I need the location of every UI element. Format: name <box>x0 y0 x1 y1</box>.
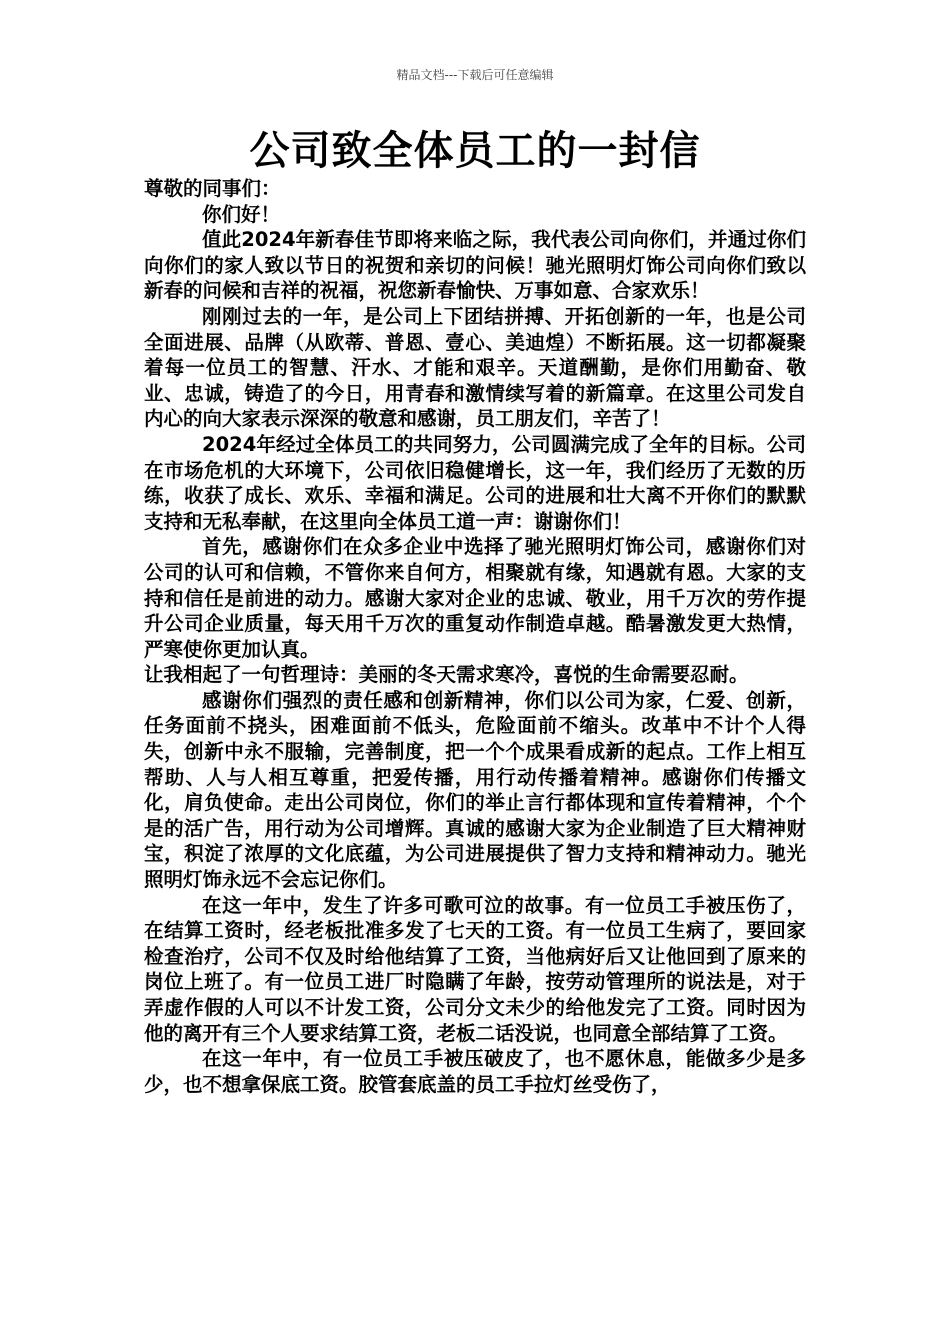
paragraph: 刚刚过去的一年，是公司上下团结拼搏、开拓创新的一年，也是公司全面进展、品牌（从欧蒂、普恩、壹心、美迪煌）不断拓展。这一切都凝聚着每一位员工的智慧、汗水、才能和艰辛。天道酬勤，是你们用勤奋、敬业、忠诚，铸造了的今日，用青春和激情续写着的新篇章。在这里公司发自内心的向大家表示深深的敬意和感谢，员工朋友们，辛苦了！ <box>144 304 806 431</box>
paragraph: 在这一年中，发生了许多可歌可泣的故事。有一位员工手被压伤了，在结算工资时，经老板批准多发了七天的工资。有一位员工生病了，要回家检查治疗，公司不仅及时给他结算了工资，当他病好后又让他回到了原来的岗位上班了。有一位员工进厂时隐瞒了年龄，按劳动管理所的说法是，对于弄虚作假的人可以不计发工资，公司分文未少的给他发完了工资。同时因为他的离开有三个人要求结算工资，老板二话没说，也同意全部结算了工资。 <box>144 893 806 1045</box>
salutation: 尊敬的同事们： <box>144 177 281 200</box>
paragraph: 感谢你们强烈的责任感和创新精神，你们以公司为家，仁爱、创新，任务面前不挠头，困难面前不低头，危险面前不缩头。改革中不计个人得失，创新中永不服输，完善制度，把一个个成果看成新的起点。工作上相互帮助、人与人相互尊重，把爱传播，用行动传播着精神。感谢你们传播文化，肩负使命。走出公司岗位，你们的举止言行都体现和宣传着精神，个个是的活广告，用行动为公司增辉。真诚的感谢大家为企业制造了巨大精神财宝，积淀了浓厚的文化底蕴，为公司进展提供了智力支持和精神动力。驰光照明灯饰永远不会忘记你们。 <box>144 688 806 892</box>
poem-line: 让我相起了一句哲理诗：美丽的冬天需求寒冷，喜悦的生命需要忍耐。 <box>144 663 749 687</box>
letter-body <box>144 176 806 1097</box>
paragraph: 在这一年中，有一位员工手被压破皮了，也不愿休息，能做多少是多少，也不想拿保底工资。胶管套底盖的员工手拉灯丝受伤了， <box>144 1047 806 1096</box>
letter-title: 公司致全体员工的一封信 <box>249 128 701 174</box>
paragraph: 首先，感谢你们在众多企业中选择了驰光照明灯饰公司，感谢你们对公司的认可和信赖，不管你来自何方，相聚就有缘，知遇就有恩。大家的支持和信任是前进的动力。感谢大家对企业的忠诚、敬业，用千万次的劳作提升公司企业质量，每天用千万次的重复动作制造卓越。酷暑激发更大热情，严寒使你更加认真。 <box>144 535 806 661</box>
greeting: 你们好！ <box>202 202 281 226</box>
paragraph: 值此2024年新春佳节即将来临之际，我代表公司向你们，并通过你们向你们的家人致以节日的祝贺和亲切的问候！驰光照明灯饰公司向你们致以新春的问候和吉祥的祝福，祝您新春愉快、万事如意、合家欢乐！ <box>144 228 806 303</box>
header-note: 精品文档---下载后可任意编辑 <box>396 68 554 82</box>
paragraph: 2024年经过全体员工的共同努力，公司圆满完成了全年的目标。公司在市场危机的大环境下，公司依旧稳健增长，这一年，我们经历了无数的历练，收获了成长、欢乐、幸福和满足。公司的进展和壮大离不开你们的默默支持和无私奉献，在这里向全体员工道一声：谢谢你们！ <box>144 432 806 533</box>
